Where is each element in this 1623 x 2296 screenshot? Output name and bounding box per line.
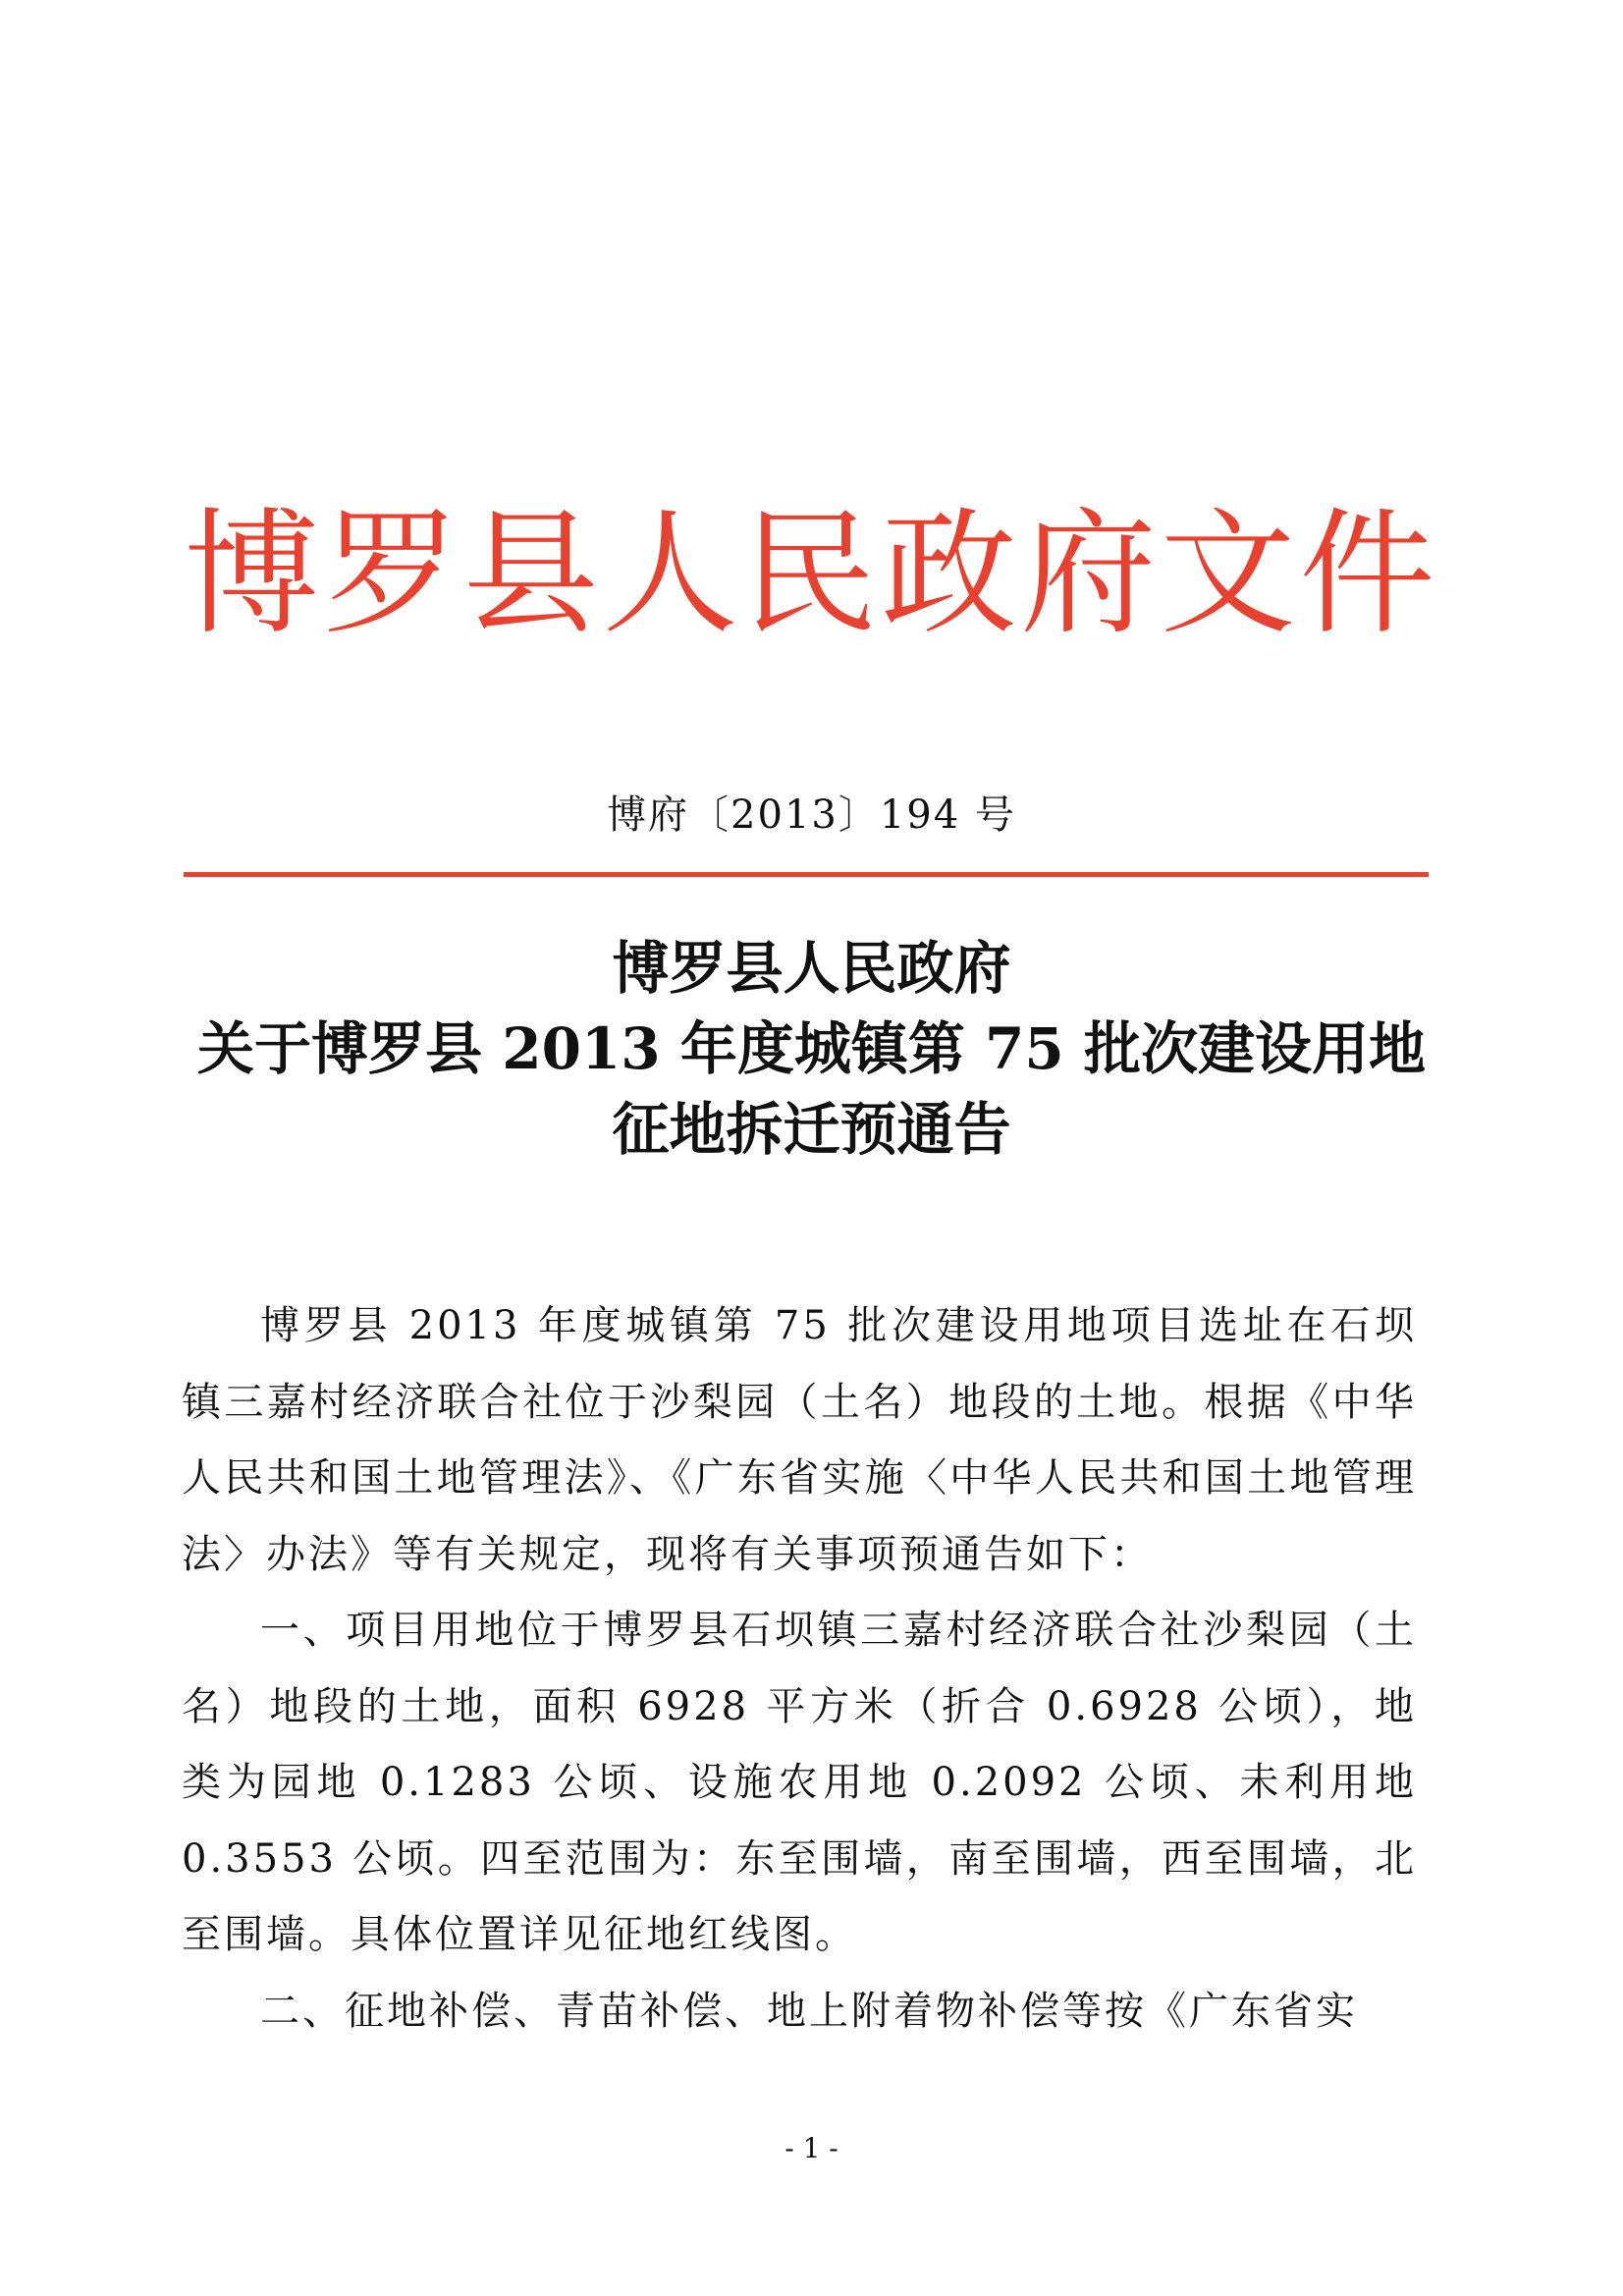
body-paragraph-item-1: 一、项目用地位于博罗县石坝镇三嘉村经济联合社沙梨园（土名）地段的土地，面积 6928 平方米（折合 0.6928 公顷），地类为园地 0.1283 公顷、设施农用地 0.2092 公顷、未利用地 0.3553 公顷。四至范围为：东至围墙，南至围墙，西至围墙，北至围墙。具体位置详见征地红线图。 — [182, 1608, 1417, 1957]
notice-body — [182, 1288, 1417, 2050]
notice-title — [118, 928, 1505, 1170]
page-number: - 1 - — [784, 2132, 839, 2164]
body-paragraph-intro: 博罗县 2013 年度城镇第 75 批次建设用地项目选址在石坝镇三嘉村经济联合社位于沙梨园（土名）地段的土地。根据《中华人民共和国土地管理法》、《广东省实施〈中华人民共和国土地管理法〉办法》等有关规定，现将有关事项预通告如下： — [182, 1303, 1417, 1577]
title-line-1: 博罗县人民政府 — [612, 935, 1011, 1002]
masthead-title: 博罗县人民政府文件 — [184, 495, 1439, 653]
red-divider-line — [184, 872, 1429, 877]
title-line-3: 征地拆迁预通告 — [612, 1096, 1011, 1163]
title-line-2: 关于博罗县 2013 年度城镇第 75 批次建设用地 — [197, 1015, 1426, 1082]
document-number: 博府〔2013〕194 号 — [607, 793, 1016, 838]
body-paragraph-item-2: 二、征地补偿、青苗补偿、地上附着物补偿等按《广东省实 — [260, 1988, 1358, 2034]
